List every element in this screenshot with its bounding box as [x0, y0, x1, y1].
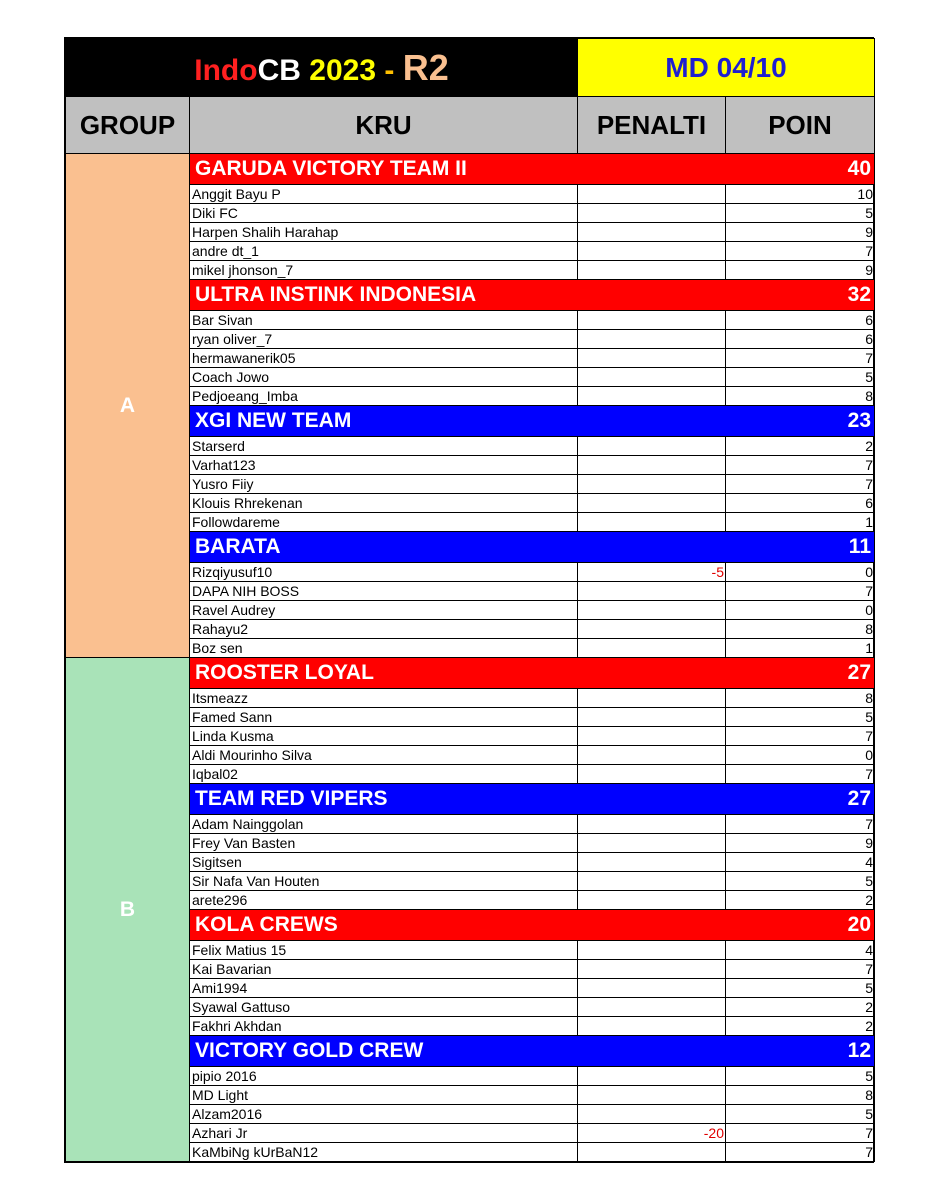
member-points: 7	[726, 349, 875, 368]
member-penalty	[578, 204, 726, 223]
member-points: 7	[726, 242, 875, 261]
member-penalty	[578, 1017, 726, 1036]
team-name: BARATA	[190, 532, 578, 563]
member-name: Frey Van Basten	[190, 834, 578, 853]
member-name: Varhat123	[190, 456, 578, 475]
member-points: 4	[726, 941, 875, 960]
team-points: 12	[726, 1036, 875, 1067]
member-name: Syawal Gattuso	[190, 998, 578, 1017]
member-points: 9	[726, 223, 875, 242]
member-penalty	[578, 891, 726, 910]
member-penalty	[578, 1105, 726, 1124]
member-name: Fakhri Akhdan	[190, 1017, 578, 1036]
team-penalty-cell	[578, 1036, 726, 1067]
member-points: 7	[726, 765, 875, 784]
team-penalty-cell	[578, 910, 726, 941]
title-round: R2	[402, 46, 449, 88]
member-points: 7	[726, 1124, 875, 1143]
member-points: 6	[726, 311, 875, 330]
member-points: 9	[726, 261, 875, 280]
member-points: 0	[726, 601, 875, 620]
member-penalty	[578, 979, 726, 998]
team-points: 40	[726, 154, 875, 185]
member-name: Famed Sann	[190, 708, 578, 727]
member-points: 10	[726, 185, 875, 204]
member-name: arete296	[190, 891, 578, 910]
member-penalty	[578, 330, 726, 349]
member-points: 5	[726, 1105, 875, 1124]
team-name: GARUDA VICTORY TEAM II	[190, 154, 578, 185]
member-points: 7	[726, 456, 875, 475]
header-row	[66, 97, 875, 154]
member-penalty	[578, 727, 726, 746]
team-row	[66, 154, 875, 185]
member-penalty	[578, 1143, 726, 1162]
title-cb: CB	[257, 53, 301, 87]
member-name: Starserd	[190, 437, 578, 456]
member-penalty	[578, 311, 726, 330]
member-penalty	[578, 815, 726, 834]
member-points: 6	[726, 330, 875, 349]
member-penalty	[578, 639, 726, 658]
member-name: Harpen Shalih Harahap	[190, 223, 578, 242]
team-points: 27	[726, 658, 875, 689]
team-penalty-cell	[578, 532, 726, 563]
team-name: XGI NEW TEAM	[190, 406, 578, 437]
title-row	[66, 39, 875, 97]
page-title	[66, 39, 578, 97]
member-name: Sigitsen	[190, 853, 578, 872]
member-points: 5	[726, 204, 875, 223]
member-points: 7	[726, 727, 875, 746]
member-points: 5	[726, 1067, 875, 1086]
member-name: Yusro Fiiy	[190, 475, 578, 494]
member-points: 8	[726, 620, 875, 639]
member-name: Bar Sivan	[190, 311, 578, 330]
team-row	[66, 658, 875, 689]
member-points: 7	[726, 582, 875, 601]
member-name: Iqbal02	[190, 765, 578, 784]
member-name: Sir Nafa Van Houten	[190, 872, 578, 891]
member-name: andre dt_1	[190, 242, 578, 261]
member-points: 6	[726, 494, 875, 513]
member-penalty: -5	[578, 563, 726, 582]
member-name: mikel jhonson_7	[190, 261, 578, 280]
team-penalty-cell	[578, 784, 726, 815]
team-name: TEAM RED VIPERS	[190, 784, 578, 815]
team-name: ROOSTER LOYAL	[190, 658, 578, 689]
member-name: Pedjoeang_Imba	[190, 387, 578, 406]
member-name: Aldi Mourinho Silva	[190, 746, 578, 765]
member-penalty	[578, 834, 726, 853]
member-points: 2	[726, 437, 875, 456]
member-penalty	[578, 242, 726, 261]
team-penalty-cell	[578, 154, 726, 185]
member-points: 4	[726, 853, 875, 872]
member-name: Followdareme	[190, 513, 578, 532]
member-penalty	[578, 475, 726, 494]
member-penalty	[578, 689, 726, 708]
member-penalty	[578, 437, 726, 456]
member-name: Boz sen	[190, 639, 578, 658]
title-indo: Indo	[194, 53, 258, 87]
member-penalty	[578, 601, 726, 620]
member-name: Ami1994	[190, 979, 578, 998]
member-penalty	[578, 746, 726, 765]
member-points: 1	[726, 639, 875, 658]
team-name: VICTORY GOLD CREW	[190, 1036, 578, 1067]
member-penalty	[578, 765, 726, 784]
matchday-label: MD 04/10	[578, 39, 875, 97]
member-name: KaMbiNg kUrBaN12	[190, 1143, 578, 1162]
member-name: Azhari Jr	[190, 1124, 578, 1143]
group-label: A	[66, 154, 190, 658]
member-penalty	[578, 998, 726, 1017]
member-penalty	[578, 1067, 726, 1086]
member-penalty	[578, 185, 726, 204]
member-penalty	[578, 368, 726, 387]
member-points: 2	[726, 998, 875, 1017]
member-name: Rahayu2	[190, 620, 578, 639]
member-penalty	[578, 349, 726, 368]
member-name: Klouis Rhrekenan	[190, 494, 578, 513]
header-group: GROUP	[66, 97, 190, 154]
header-poin: POIN	[726, 97, 875, 154]
member-penalty	[578, 708, 726, 727]
member-name: DAPA NIH BOSS	[190, 582, 578, 601]
team-points: 11	[726, 532, 875, 563]
header-penalti: PENALTI	[578, 97, 726, 154]
header-kru: KRU	[190, 97, 578, 154]
member-penalty	[578, 872, 726, 891]
member-name: Kai Bavarian	[190, 960, 578, 979]
standings-sheet	[64, 37, 874, 1163]
member-name: Itsmeazz	[190, 689, 578, 708]
member-points: 8	[726, 387, 875, 406]
member-penalty: -20	[578, 1124, 726, 1143]
member-points: 5	[726, 708, 875, 727]
team-points: 27	[726, 784, 875, 815]
team-name: ULTRA INSTINK INDONESIA	[190, 280, 578, 311]
member-name: Felix Matius 15	[190, 941, 578, 960]
member-penalty	[578, 387, 726, 406]
standings-table	[65, 38, 875, 1162]
member-name: Diki FC	[190, 204, 578, 223]
member-points: 8	[726, 1086, 875, 1105]
team-points: 23	[726, 406, 875, 437]
member-points: 0	[726, 563, 875, 582]
team-penalty-cell	[578, 280, 726, 311]
member-name: Linda Kusma	[190, 727, 578, 746]
member-name: MD Light	[190, 1086, 578, 1105]
member-points: 7	[726, 475, 875, 494]
member-points: 7	[726, 1143, 875, 1162]
member-penalty	[578, 582, 726, 601]
member-points: 1	[726, 513, 875, 532]
member-penalty	[578, 853, 726, 872]
member-points: 8	[726, 689, 875, 708]
member-name: Coach Jowo	[190, 368, 578, 387]
member-name: Anggit Bayu P	[190, 185, 578, 204]
team-points: 32	[726, 280, 875, 311]
member-points: 5	[726, 979, 875, 998]
member-name: pipio 2016	[190, 1067, 578, 1086]
title-year: 2023	[309, 53, 377, 87]
member-name: Adam Nainggolan	[190, 815, 578, 834]
member-points: 9	[726, 834, 875, 853]
member-penalty	[578, 456, 726, 475]
member-name: Alzam2016	[190, 1105, 578, 1124]
team-name: KOLA CREWS	[190, 910, 578, 941]
member-points: 0	[726, 746, 875, 765]
member-name: ryan oliver_7	[190, 330, 578, 349]
member-name: hermawanerik05	[190, 349, 578, 368]
team-points: 20	[726, 910, 875, 941]
member-penalty	[578, 960, 726, 979]
member-points: 5	[726, 872, 875, 891]
member-name: Rizqiyusuf10	[190, 563, 578, 582]
member-name: Ravel Audrey	[190, 601, 578, 620]
title-separator: -	[384, 53, 395, 87]
member-penalty	[578, 494, 726, 513]
member-points: 7	[726, 960, 875, 979]
member-points: 2	[726, 891, 875, 910]
member-penalty	[578, 223, 726, 242]
member-penalty	[578, 941, 726, 960]
member-penalty	[578, 620, 726, 639]
member-penalty	[578, 513, 726, 532]
member-penalty	[578, 261, 726, 280]
team-penalty-cell	[578, 658, 726, 689]
member-points: 2	[726, 1017, 875, 1036]
member-penalty	[578, 1086, 726, 1105]
member-points: 7	[726, 815, 875, 834]
team-penalty-cell	[578, 406, 726, 437]
group-label: B	[66, 658, 190, 1162]
member-points: 5	[726, 368, 875, 387]
